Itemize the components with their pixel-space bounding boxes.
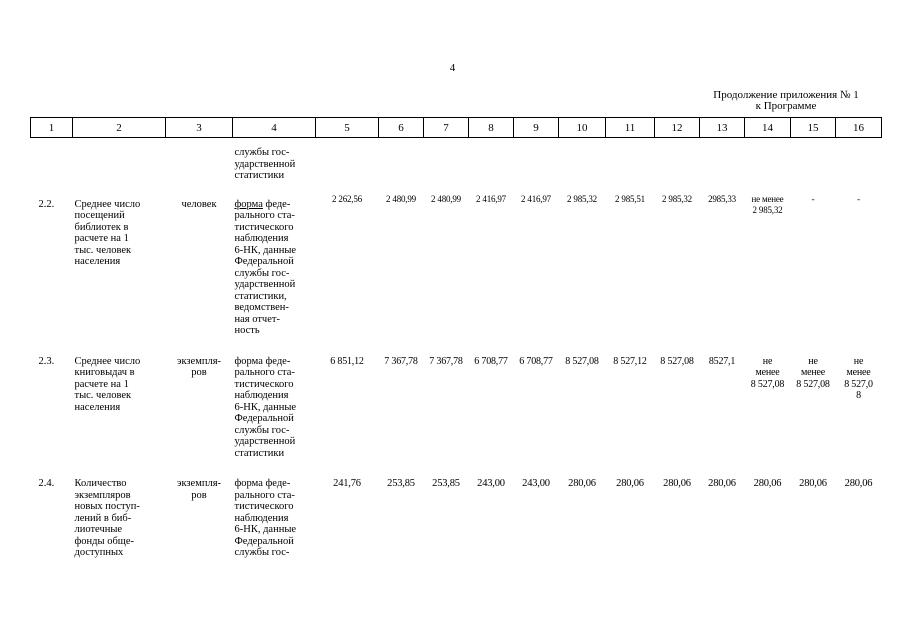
value-cell: 8527,1 [708,355,736,367]
value-cell: 6 708,77 [519,355,553,367]
column-header: 11 [606,118,655,138]
column-header: 5 [316,118,379,138]
data-source [233,182,316,337]
value-cell: 7 367,78 [429,355,463,367]
program-indicators-table [30,117,882,559]
appendix-heading-line-2: к Программе [755,100,817,112]
column-header: 2 [73,118,166,138]
value-cell: 280,06 [616,478,644,489]
column-header: 1 [31,118,73,138]
indicator-name: Количество экземпляров новых поступ- лений в биб- лиотечные фонды обще- доступных [74,478,140,558]
data-source: форма феде- рального ста- тистического наблюдения 6-НК, данные Федеральной службы гос- ударственной статистики [234,355,297,459]
value-cell: 7 367,78 [384,355,418,367]
column-header: 7 [424,118,469,138]
row-number: 2.2. [38,198,55,210]
column-header: 16 [836,118,882,138]
column-header: 3 [166,118,233,138]
table-row [31,344,882,460]
column-header: 9 [514,118,559,138]
value-cell: 2 416,97 [521,193,551,204]
page-number: 4 [449,62,456,74]
value-cell: 2 985,51 [615,193,645,204]
column-header: 15 [791,118,836,138]
column-header: 13 [700,118,745,138]
value-cell: 280,06 [844,478,873,489]
value-cell: 8 527,08 [660,355,694,367]
continued-source-cell: службы гос- ударственной статистики [234,147,296,181]
appendix-heading [697,90,875,112]
value-cell: 241,76 [333,478,361,489]
table-row [31,182,882,337]
value-cell: 253,85 [432,478,460,489]
column-number-header-row [31,118,882,138]
indicator-name: Среднее число книговыдач в расчете на 1 тыс. человек населения [74,355,141,413]
value-cell: 2 262,56 [332,193,362,204]
value-cell: - [857,193,860,204]
value-cell: не менее 8 527,08 [796,355,830,390]
unit-of-measure: человек [181,198,217,210]
value-cell: не менее 8 527,0 8 [844,355,873,401]
column-header: 12 [655,118,700,138]
value-cell: 243,00 [477,478,505,489]
value-cell: 280,06 [708,478,736,489]
data-source: форма феде- рального ста- тистического наблюдения 6-НК, данные Федеральной службы гос- [234,478,297,558]
table-row [31,466,882,559]
value-cell: 243,00 [522,478,550,489]
row-number: 2.3. [38,355,55,367]
value-cell: 280,06 [799,478,827,489]
continued-row [31,138,882,182]
value-cell: 8 527,12 [613,355,647,367]
column-header: 10 [559,118,606,138]
value-cell: 2 416,97 [476,193,506,204]
indicator-name: Среднее число посещений библиотек в расчете на 1 тыс. человек населения [74,198,141,267]
value-cell: 2985,33 [708,193,736,204]
value-cell: 6 851,12 [330,355,364,367]
row-number: 2.4. [38,478,55,489]
column-header: 4 [233,118,316,138]
appendix-heading-line-1: Продолжение приложения № 1 [713,89,859,101]
value-cell: не менее 8 527,08 [750,355,785,390]
value-cell: не менее 2 985,32 [751,193,784,215]
value-cell: 2 985,32 [662,193,692,204]
value-cell: 2 985,32 [567,193,597,204]
source-link[interactable]: форма [234,198,263,210]
value-cell: 6 708,77 [474,355,508,367]
value-cell: 2 480,99 [431,193,461,204]
value-cell: 280,06 [568,478,596,489]
value-cell: - [811,193,815,204]
value-cell: 253,85 [387,478,415,489]
column-header: 6 [379,118,424,138]
value-cell: 8 527,08 [565,355,599,367]
source-text: феде- рального ста- тистического наблюдения 6-НК, данные Федеральной службы гос- ударственной статистики, ведомствен- ная отчет- ность [234,198,297,336]
unit-of-measure: экземпля- ров [176,355,222,378]
value-cell: 2 480,99 [386,193,416,204]
unit-of-measure: экземпля- ров [176,478,222,501]
column-header: 8 [469,118,514,138]
column-header: 14 [745,118,791,138]
value-cell: 280,06 [753,478,782,489]
value-cell: 280,06 [663,478,691,489]
